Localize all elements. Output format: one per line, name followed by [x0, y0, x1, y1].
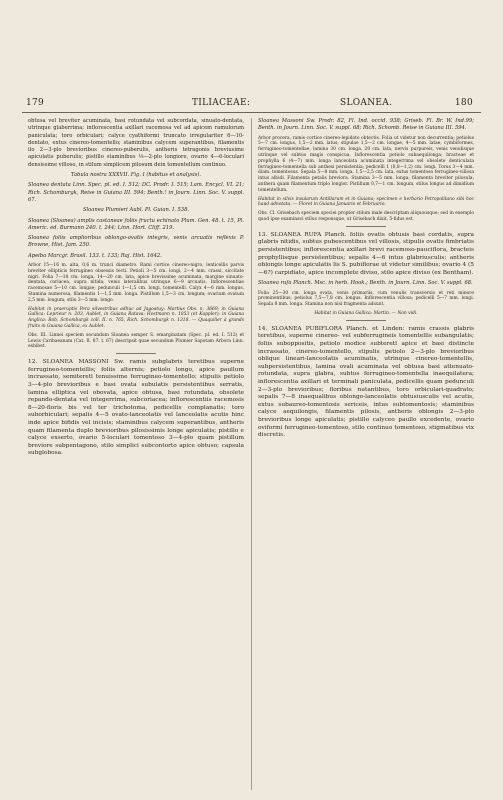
synonym-entry: Sloanea (Sloanea) amplis castaneae foliis fructu echinato Plum. Gen. 48. t. 15, Pl. Americ. ed. Burmann 240. t. 244; Linn. Hort. Cliff. 219.	[28, 217, 244, 231]
morphology-paragraph: Folia 25—30 cm. longa ovata, venis primariis, cum venulis transversis et reti minore prominentibus; petiolus 7,5—7,8 cm. longus. Inflorescentia villosa; pedicelli 5—7 mm. longi. Sepala 8 mm. longa. Stamina non nisi fragmenta adsunt.	[258, 290, 474, 308]
page-number-left: 179	[26, 98, 45, 108]
section-divider	[346, 226, 386, 227]
left-column	[28, 118, 244, 461]
morphology-paragraph: Arbor 15—16 m. alta, 0,6 m. trunci diametro. Rami cortice cinereo-nigro, lenticellis parvis breviter ellipticis ferrugineo obsessis tecti. Petioli 3—5 cm. longi, 2—4 mm. crassi, siccitate nigri. Folia 7—18 cm. longa, 14—20 cm. lata, apice brevissime acuminata, margine sinuato-dentata, coriacea, supra nitida, venis lateralibus utrinque 6—9 arcuatis. Inflorescentiae racemosae 5—10 cm. longae; pedunculi 1—1,5 cm. longi, tomentelli. Calyx 4—6 mm. longus. Stamina numerosa, filamentis 1—1,5 mm. longa. Pistillum 1,5—3 cm. longum; ovarium ovatum 2,5 mm. longum, stilo 3—5 mm. longo.	[28, 263, 244, 303]
synonym-entry: Sloanea Plumieri Aubl. Pl. Guian. I. 538.	[82, 207, 190, 214]
habitat-paragraph: Habitat in Guiana Gallica: Martin. — Non vidi.	[314, 311, 418, 316]
genus-title: SLOANEA.	[340, 98, 393, 108]
species-13-description: 13. SLOANEA RUFA Planch. foliis ovatis obtusis basi cordatis, supra glabris nitidis, subtus pubescentibus vel villosis, stipulis ovatis fimbriatis persistentibus; inflorescentia axillari brevi racemoso-pauciflora, bracteis prophyllisque persistentibus; sepalis 4—6 intus glabriusculis; antheris oblongis longe apiculatis lis S. pubiflorae ut videtur similibus; ovario 4 (5—6?) carpidiato, apice incomplete diviso, stilo apice diviso (ex Bentham).	[258, 231, 474, 276]
species-14-description: 14. SLOANEA PUBIFLORA Planch. et Linden: ramis crassis glabris teretibus, superne cinereo- vel subferrugineis tomentellis subangulatis; foliis suboppositis, petiolo modice subteretī apice et basi distincte incrassato, cinereo-tomentello, stipulis petiolo 2—3-plo brevioribus oblique lineari-lanceolatis acuminatis, utrinque cinereo-tomentellis, subpersistentibus, lamina ovali acuminata vel obtusa basi attenuato-rotundata, supra glabra, subtus ferrugineo-tomentella inaequilatera; inflorescentia axillari et terminali paniculata, pedicellis quam pedunculi 2—3-plo brevioribus; floribus nutantibus, toro orbiculari-quadrato; sepalis 7—8 inaequalibus oblongo-lanceolatis obtusiusculis vel acutis, extus subaureo-tomentosis sericeis, intus subtomentosis; staminibus calyce aequilongis, filamentis pilosis, antheris oblongis 2—3-plo brevioribus longe apiculatis; pistillo calyceo paullo excedente, ovario oviformi ferrugineo-tomentoso, stilo continuo tomentoso, stigmatibus vix discretis.	[258, 325, 474, 439]
page-header	[22, 98, 481, 113]
family-title: TILIACEAE:	[192, 98, 251, 108]
species-12-description: 12. SLOANEA MASSONI Sw. ramis subglabris teretibus superne ferrugineo-tomentellis; foliis alternis; petiolo longo, apice paullum incrassato, semiteretī tenuissime ferrugineo-tomentello; stipulis petiolo 3—4-plo brevioribus e basi ovata subulatis persistentibus serratis, lamina elliptica vel obovata, apice obtusa, basi rotundata, obsolete repando-dentata vel integerrima, subcoriacea; inflorescentiis racemosis 8—20-floris bis vel ter trichotoma, pedicellis complanatis; toro suborbiculari; sepalis 4—5 ovato-lanceolatis vel lanceolatis acutis hinc inde apice bifidis vel incisis; staminibus calycem superantibus, antheris quam filamenta duplo brevioribus pilosissimis longe apiculatis; pistillo e calyce exserto, ovario 5-loculari tomentoso 3—4-plo quam pistillum breviore subpentagono, stilo simplici subcontorto apice obtuso; capsula subglobosa.	[28, 359, 244, 457]
description-paragraph: obtusa vel breviter acuminata, basi rotundata vel subcordata, sinuato-dentata, utrinque glaberrima; inflorescentia axillari racemosa vel ad apicem ramulorum paniculata; toro orbiculari; calyce cyathiformi truncato irregulariter 6—10-dentato, extus cinereo-tomentello; staminibus calycem superantibus, filamentis ilo 2—3-plo brevioribus cinereo-puberulis, antheris tetragonis breviusime apiculatis puberulis; pistillo staminibus ⅓—2-plo longiore, ovario 4—6-loculari densissime villoso, in stilum simplicem pilosum dein tomentellum continuo.	[28, 118, 244, 168]
column-divider	[251, 118, 252, 790]
observation-paragraph: Obs. III. Linnei speciem secundum Sloanea semper S. emarginatam (Spec. pl. ed. I. 512) et Lewis Caribaeanam (Cat. II. 87. t. 67) descripsit quae secundum Plumier Sapotam Arbora Linn. exhibet.	[28, 332, 244, 350]
synonym-entry: Sloanea dentata Linn. Spec. pl. ed. I. 512; DC. Prodr. I. 515; Lam. Encycl. VI. 21; Rich. Schomburgk, Reise in Guiana III. 594; Benth.! in Journ. Linn. Soc. V. suppl. 67.	[28, 182, 244, 203]
synonym-entry: Sloanea foliis amplioribus oblongo-ovatis integris, venis arcuatis reflexis P. Browne, Hist. Jam. 250.	[28, 235, 244, 249]
habitat-paragraph: Habitat in silvis insularum Antillarum et in Guiana; specimen e herbario Petropolitano sibi hoc haud adnotata. — Floret in Guiana Januario et Februario.	[258, 196, 474, 208]
morphology-paragraph: Arbor procera, ramis cortice cinereo-lepidoto obtectis. Folia ut videtur non decurrentia; petiolus 5—7 cm. longus, 1,5—2 mm. latus; stipulae 1,5—2 cm. longae, 4—5 mm. latae, cymbiformes, ferrugineo-tomentellae, lamina 30 cm. longa, 20 cm. lata, nervis purpureis, venis venulisque utrinque vel subtus magis conspicua. Inflorescentia petiolo subaequilonga; bracteae et prophylla 6 (4—7) mm. longa lanceolata acuminata integerrima vel obsolete denticulata ferrugineo-tomentella sub anthesi persistentia; pedicelli 1 (0,8—1,2) cm. longi. Torus 3—4 mm. diam. tomentosus. Sepala 5—8 mm. longa, 1,5—2,5 cm. lata, extus tomentoso ferrugineo-villosa intus albidi. Filamenta petalis breviora. Stamina 3—5 mm. longa; filamenta breviter pilosula; anthera quam filamentum triplo longior. Pistillum 0,7—1 cm. longum, stilus longus ad dimidium tomentellum.	[258, 135, 474, 193]
section-divider	[346, 320, 386, 321]
habitat-paragraph: Habitat in praeruptis Pera silvestribus adhuc ad Jagoatuy: Martius Obs. n. 3669; in Guiana Gallica: Leprieur n. 203, Aublet, in Guiana Batava: Hostmann n. 1053 (et Kappler); in Guiana Anglica: Rob. Schomburgk coll. II. n. 765, Rich. Schomburgk n. 1318. — Quaquilier à grands fruits in Guiana Gallica, ex Aublet.	[28, 306, 244, 330]
observation-paragraph: Obs. Cl. Grisebach speciem speciei propter stilum male descriptam aliquousque; sed in exemplo quod ipse examinavi stilus responsque, ut Grisebach dixit, 5-fidus est.	[258, 211, 474, 222]
synonym-entry: Sloanea rufa Planch. Msc. in herb. Hook.; Benth. in Journ. Linn. Soc. V. suppl. 68.	[258, 280, 473, 287]
section-divider	[116, 353, 156, 354]
synonym-entry: Sloanea Massoni Sw. Prodr. 82, Fl. Ind. occid. 938; Griseb. Fl. Br. W. Ind.99; Benth. in Journ. Linn. Soc. V. suppl. 68; Rich. Schomb. Reise in Guiana III. 594.	[258, 118, 474, 132]
right-column	[258, 118, 474, 443]
plate-reference: Tabula nostra XXXVII. Fig. I (habitus et analysis).	[70, 172, 202, 179]
synonym-entry: Apeiba Marcgr. Brasil. 133. t. 133; Raj. Hist. 1642.	[28, 252, 162, 259]
page-number-right: 180	[454, 98, 473, 108]
